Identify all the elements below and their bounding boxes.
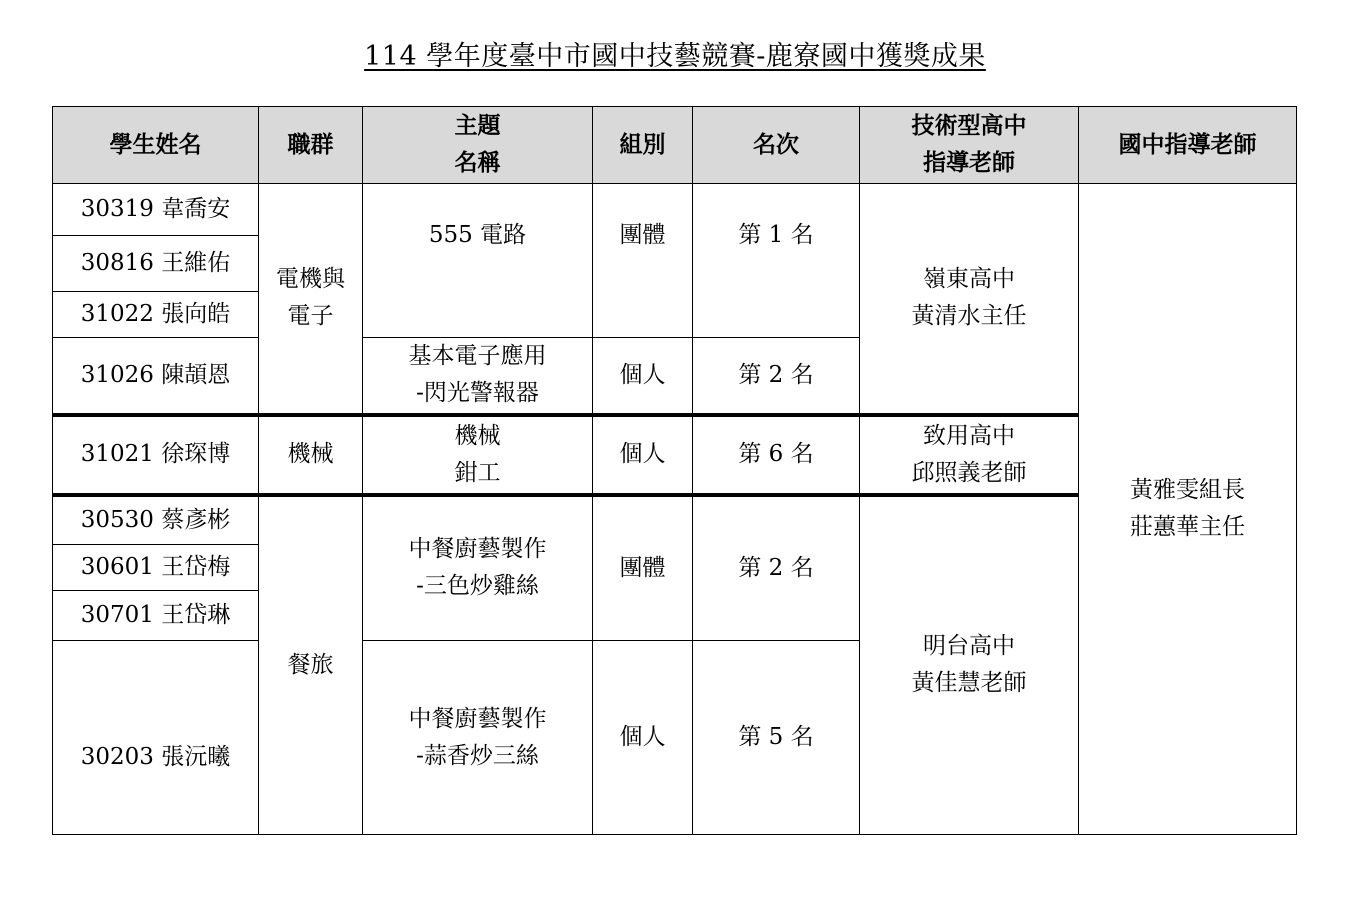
student-cell: 30530 蔡彥彬 <box>53 495 259 545</box>
hs-teacher-line: 嶺東高中 <box>923 266 1015 293</box>
student-cell: 31022 張向皓 <box>53 292 259 338</box>
rank-cell: 第 6 名 <box>693 415 860 495</box>
topic-line: 中餐廚藝製作 <box>408 536 547 563</box>
student-cell: 31026 陳頡恩 <box>53 338 259 415</box>
hs-teacher-line: 致用高中 <box>923 422 1015 449</box>
topic-line: 鉗工 <box>454 459 501 486</box>
header-jhs-teacher: 國中指導老師 <box>1079 107 1297 184</box>
rank-cell: 第 5 名 <box>693 641 860 835</box>
category-cell: 團體 <box>593 495 693 641</box>
topic-line: -蒜香炒三絲 <box>416 742 539 769</box>
header-topic-line1: 主題 <box>454 113 501 139</box>
topic-cell <box>363 338 593 415</box>
rank-cell: 第 2 名 <box>693 495 860 641</box>
topic-line: 基本電子應用 <box>408 343 547 370</box>
header-topic-line2: 名稱 <box>454 150 501 176</box>
hs-teacher-line: 邱照義老師 <box>911 459 1027 486</box>
page-title: 114 學年度臺中市國中技藝競賽-鹿寮國中獲獎成果 <box>364 41 986 72</box>
topic-line: 中餐廚藝製作 <box>408 705 547 732</box>
topic-line: -三色炒雞絲 <box>416 573 539 600</box>
header-student: 學生姓名 <box>53 107 259 184</box>
hs-teacher-line: 黃清水主任 <box>911 303 1027 330</box>
jhs-teacher-line: 莊蕙華主任 <box>1130 514 1245 540</box>
student-cell: 30319 韋喬安 <box>53 184 259 236</box>
topic-line: 機械 <box>454 422 501 449</box>
jhs-teacher-line: 黃雅雯組長 <box>1130 477 1245 503</box>
topic-cell <box>363 415 593 495</box>
hs-teacher-cell <box>860 415 1079 495</box>
header-hs-teacher <box>860 107 1079 184</box>
header-hs-teacher-line2: 指導老師 <box>923 150 1015 176</box>
category-cell: 團體 <box>593 184 693 338</box>
topic-cell <box>363 495 593 641</box>
jhs-teacher-cell <box>1079 184 1297 835</box>
student-cell: 31021 徐琛博 <box>53 415 259 495</box>
topic-cell <box>363 641 593 835</box>
header-group: 職群 <box>259 107 363 184</box>
student-cell: 30601 王岱梅 <box>53 545 259 591</box>
group-cell: 餐旅 <box>259 495 363 835</box>
header-category: 組別 <box>593 107 693 184</box>
hs-teacher-cell <box>860 495 1079 835</box>
header-hs-teacher-line1: 技術型高中 <box>911 113 1027 139</box>
student-cell: 30701 王岱琳 <box>53 591 259 641</box>
header-rank: 名次 <box>693 107 860 184</box>
awards-table <box>52 106 1297 835</box>
topic-line: -閃光警報器 <box>416 380 539 407</box>
hs-teacher-line: 黃佳慧老師 <box>911 670 1027 697</box>
group-line: 電子 <box>287 303 334 330</box>
hs-teacher-line: 明台高中 <box>923 633 1015 660</box>
rank-cell: 第 1 名 <box>693 184 860 338</box>
header-row <box>53 107 1297 184</box>
student-cell: 30203 張沅曦 <box>53 641 259 835</box>
student-cell: 30816 王維佑 <box>53 236 259 292</box>
category-cell: 個人 <box>593 415 693 495</box>
group-cell <box>259 184 363 415</box>
table-row <box>53 184 1297 236</box>
topic-cell: 555 電路 <box>363 184 593 338</box>
category-cell: 個人 <box>593 338 693 415</box>
rank-cell: 第 2 名 <box>693 338 860 415</box>
category-cell: 個人 <box>593 641 693 835</box>
header-topic <box>363 107 593 184</box>
hs-teacher-cell <box>860 184 1079 415</box>
group-line: 電機與 <box>276 266 345 293</box>
group-cell: 機械 <box>259 415 363 495</box>
